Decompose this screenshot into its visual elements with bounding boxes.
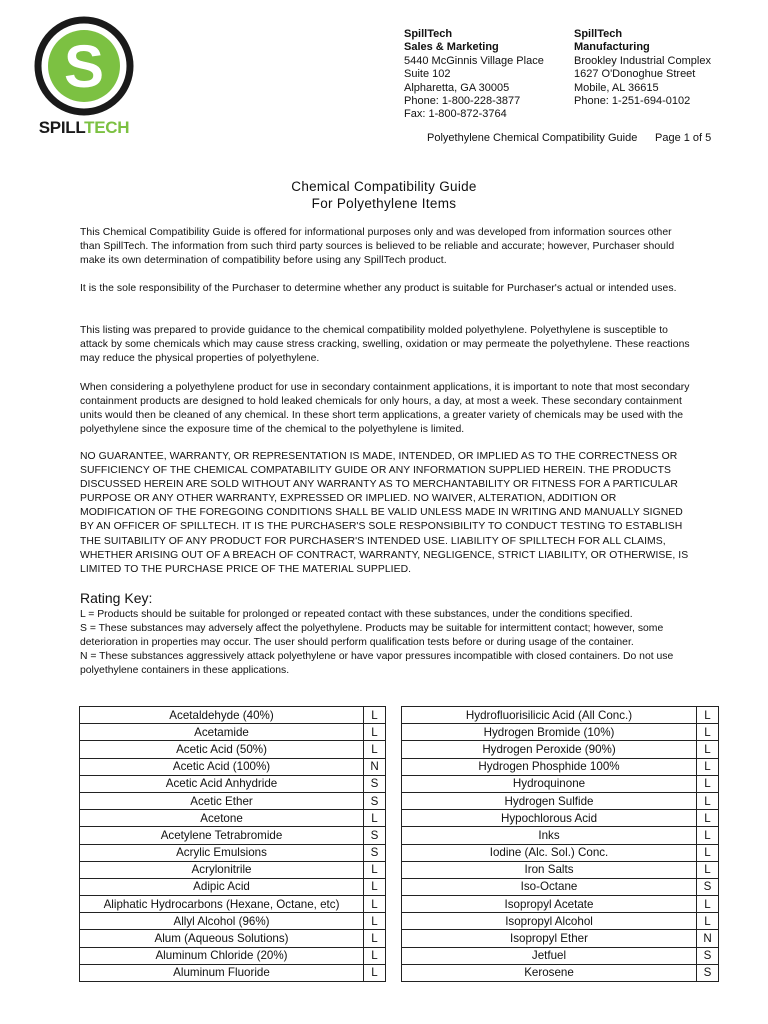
logo-wordmark [28, 118, 140, 138]
logo-letter: S [63, 33, 105, 100]
chemical-rating: L [364, 947, 386, 964]
rating-key-list [80, 608, 692, 678]
chemical-name: Acrylic Emulsions [80, 844, 364, 861]
chemical-name: Hypochlorous Acid [402, 810, 697, 827]
table-row [402, 827, 719, 844]
chemical-rating: L [697, 810, 719, 827]
chemical-rating: L [364, 878, 386, 895]
table-row [80, 964, 386, 981]
compatibility-table-right [401, 706, 719, 982]
title-line-1: Chemical Compatibility Guide [291, 179, 477, 194]
chemical-name: Isopropyl Acetate [402, 896, 697, 913]
paragraph-disclaimer: NO GUARANTEE, WARRANTY, OR REPRESENTATION IS MADE, INTENDED, OR IMPLIED AS TO THE CORRECTNESS OR SUFFICIENCY OF THE CHEMICAL COMPATABILITY GUIDE OR ANY INFORMATION SUPPLIED HEREIN. THE PRODUCTS DISCUSSED HEREIN ARE SOLD WITHOUT ANY WARRANTY AS TO MERCHANTABILITY OR FITNESS FOR A PARTICULAR PURPOSE OR ANY OTHER WARRANTY, EXPRESSED OR IMPLIED. NO WAIVER, ALTERATION, ADDITION OR MODIFICATION OF THE FOREGOING CONDITIONS SHALL BE VALID UNLESS MADE IN WRITING AND MANUALLY SIGNED BY AN OFFICER OF SPILLTECH. IT IS THE PURCHASER'S SOLE RESPONSIBILITY TO CONDUCT TESTING TO ESTABLISH THE SUITABILITY OF ANY PRODUCT FOR PURCHASER'S INTENDED USE. LIABILITY OF SPILLTECH FOR ALL CLAIMS, WHETHER ARISING OUT OF A BREACH OF CONTRACT, WARRANTY, NEGLIGENCE, STRICT LIABILITY, OR OTHERWISE, IS LIMITED TO THE PURCHASE PRICE OF THE MATERIAL SUPPLIED. [80, 451, 689, 575]
mfg-company: SpillTech [574, 28, 623, 40]
chemical-rating: S [364, 827, 386, 844]
rating-key-title: Rating Key: [80, 590, 153, 606]
chemical-rating: S [364, 792, 386, 809]
table-row [402, 896, 719, 913]
table-row [402, 844, 719, 861]
table-row [80, 741, 386, 758]
chemical-name: Iron Salts [402, 861, 697, 878]
chemical-name: Aliphatic Hydrocarbons (Hexane, Octane, etc) [80, 896, 364, 913]
sales-fax: Fax: 1-800-872-3764 [404, 108, 507, 121]
table-row [80, 827, 386, 844]
table-row [402, 741, 719, 758]
table-row [80, 707, 386, 724]
chemical-rating: L [364, 896, 386, 913]
chemical-rating: S [697, 964, 719, 981]
rating-key-n: N = These substances aggressively attack polyethylene or have vapor pressures incompatible with closed containers. Do not use polyethylene containers in these applications. [80, 651, 674, 677]
chemical-rating: L [697, 775, 719, 792]
chemical-rating: L [697, 792, 719, 809]
table-row [402, 964, 719, 981]
chemical-name: Acetaldehyde (40%) [80, 707, 364, 724]
document-title [0, 178, 768, 212]
chemical-name: Hydrogen Sulfide [402, 792, 697, 809]
table-row [80, 896, 386, 913]
table-row [402, 707, 719, 724]
sales-suite: Suite 102 [404, 68, 451, 81]
table-row [80, 775, 386, 792]
table-row [80, 844, 386, 861]
paragraph-listing: This listing was prepared to provide guidance to the chemical compatibility molded polyethylene. Polyethylene is susceptible to attack by some chemicals which may cause stress cracking, swelling, oxidation or may permeate the polyethylene. These reactions may reduce the physical properties of polyethylene. [80, 325, 690, 365]
running-header [427, 132, 712, 144]
compatibility-table-left [79, 706, 386, 982]
table-row [402, 861, 719, 878]
mfg-phone: Phone: 1-251-694-0102 [574, 95, 691, 108]
chemical-name: Iso-Octane [402, 878, 697, 895]
chemical-rating: L [697, 707, 719, 724]
chemical-rating: L [364, 861, 386, 878]
chemical-name: Aluminum Chloride (20%) [80, 947, 364, 964]
chemical-name: Acrylonitrile [80, 861, 364, 878]
table-row [80, 724, 386, 741]
table-row [402, 878, 719, 895]
chemical-name: Acetone [80, 810, 364, 827]
chemical-name: Aluminum Fluoride [80, 964, 364, 981]
chemical-rating: L [364, 913, 386, 930]
chemical-rating: S [697, 878, 719, 895]
chemical-rating: L [697, 844, 719, 861]
chemical-rating: N [364, 758, 386, 775]
table-row [402, 724, 719, 741]
chemical-name: Inks [402, 827, 697, 844]
sales-address [404, 28, 544, 122]
spilltech-logo [28, 16, 140, 140]
chemical-name: Allyl Alcohol (96%) [80, 913, 364, 930]
paragraph-intro: This Chemical Compatibility Guide is offered for informational purposes only and was developed from information sources other than SpillTech. The information from such third party sources is believed to be reliable and accurate; however, Purchaser should make its own determination of compatibility before using any SpillTech product. [80, 227, 675, 267]
table-row [80, 878, 386, 895]
chemical-name: Isopropyl Ether [402, 930, 697, 947]
chemical-rating: L [697, 913, 719, 930]
table-row [80, 810, 386, 827]
chemical-name: Hydrogen Bromide (10%) [402, 724, 697, 741]
chemical-name: Acetic Acid (50%) [80, 741, 364, 758]
table-row [80, 792, 386, 809]
table-row [80, 861, 386, 878]
table-row [80, 758, 386, 775]
chemical-rating: L [697, 758, 719, 775]
chemical-rating: N [697, 930, 719, 947]
chemical-rating: L [364, 964, 386, 981]
mfg-complex: Brookley Industrial Complex [574, 54, 711, 67]
chemical-name: Acetic Ether [80, 792, 364, 809]
chemical-rating: S [697, 947, 719, 964]
mfg-street: 1627 O'Donoghue Street [574, 68, 696, 81]
chemical-rating: L [364, 707, 386, 724]
sales-dept: Sales & Marketing [404, 41, 499, 54]
chemical-rating: S [364, 775, 386, 792]
table-row [402, 810, 719, 827]
paragraph-secondary-containment: When considering a polyethylene product for use in secondary containment applications, it is important to note that most secondary containment products are designed to hold leaked chemicals for only hours, a day, at most a week. These secondary containment units would then be cleaned of any chemical. In these short term applications, a greater variety of chemicals may be used with the polyethylene since the exposure time of the chemical to the polyethylene is limited. [80, 382, 690, 436]
chemical-rating: L [364, 930, 386, 947]
chemical-name: Iodine (Alc. Sol.) Conc. [402, 844, 697, 861]
chemical-rating: L [697, 827, 719, 844]
table-row [402, 758, 719, 775]
rating-key-l: L = Products should be suitable for prolonged or repeated contact with these substances, under the conditions specified. [80, 609, 633, 620]
chemical-rating: L [364, 741, 386, 758]
table-row [80, 947, 386, 964]
chemical-rating: L [697, 861, 719, 878]
chemical-rating: L [364, 724, 386, 741]
chemical-name: Acetic Acid (100%) [80, 758, 364, 775]
chemical-name: Hydrogen Phosphide 100% [402, 758, 697, 775]
chemical-name: Kerosene [402, 964, 697, 981]
chemical-rating: L [697, 724, 719, 741]
chemical-name: Adipic Acid [80, 878, 364, 895]
logo-word-tech: TECH [84, 118, 130, 137]
chemical-rating: L [697, 741, 719, 758]
chemical-name: Hydrofluorisilicic Acid (All Conc.) [402, 707, 697, 724]
table-row [402, 913, 719, 930]
sales-city: Alpharetta, GA 30005 [404, 81, 510, 94]
guide-name: Polyethylene Chemical Compatibility Guide [427, 132, 638, 144]
table-row [402, 930, 719, 947]
mfg-dept: Manufacturing [574, 41, 650, 54]
rating-key-s: S = These substances may adversely affect the polyethylene. Products may be suitable for intermittent contact; however, some deterioration in properties may occur. The user should perform qualification tests before or during usage of the container. [80, 623, 664, 649]
title-line-2: For Polyethylene Items [311, 196, 457, 211]
chemical-name: Hydroquinone [402, 775, 697, 792]
sales-company: SpillTech [404, 28, 453, 40]
chemical-name: Acetic Acid Anhydride [80, 775, 364, 792]
table-row [402, 775, 719, 792]
chemical-rating: L [364, 810, 386, 827]
chemical-name: Alum (Aqueous Solutions) [80, 930, 364, 947]
sales-street: 5440 McGinnis Village Place [404, 54, 544, 67]
mfg-city: Mobile, AL 36615 [574, 81, 659, 94]
sales-phone: Phone: 1-800-228-3877 [404, 95, 521, 108]
table-row [80, 913, 386, 930]
page-number: Page 1 of 5 [655, 132, 712, 144]
paragraph-responsibility: It is the sole responsibility of the Purchaser to determine whether any product is suitable for Purchaser's actual or intended uses. [80, 283, 677, 294]
table-row [402, 947, 719, 964]
chemical-name: Isopropyl Alcohol [402, 913, 697, 930]
table-row [402, 792, 719, 809]
logo-word-spill: SPILL [38, 118, 85, 137]
manufacturing-address [574, 28, 711, 108]
chemical-name: Acetylene Tetrabromide [80, 827, 364, 844]
table-row [80, 930, 386, 947]
logo-s-icon [28, 16, 140, 116]
chemical-name: Acetamide [80, 724, 364, 741]
chemical-name: Hydrogen Peroxide (90%) [402, 741, 697, 758]
chemical-rating: S [364, 844, 386, 861]
chemical-rating: L [697, 896, 719, 913]
chemical-name: Jetfuel [402, 947, 697, 964]
